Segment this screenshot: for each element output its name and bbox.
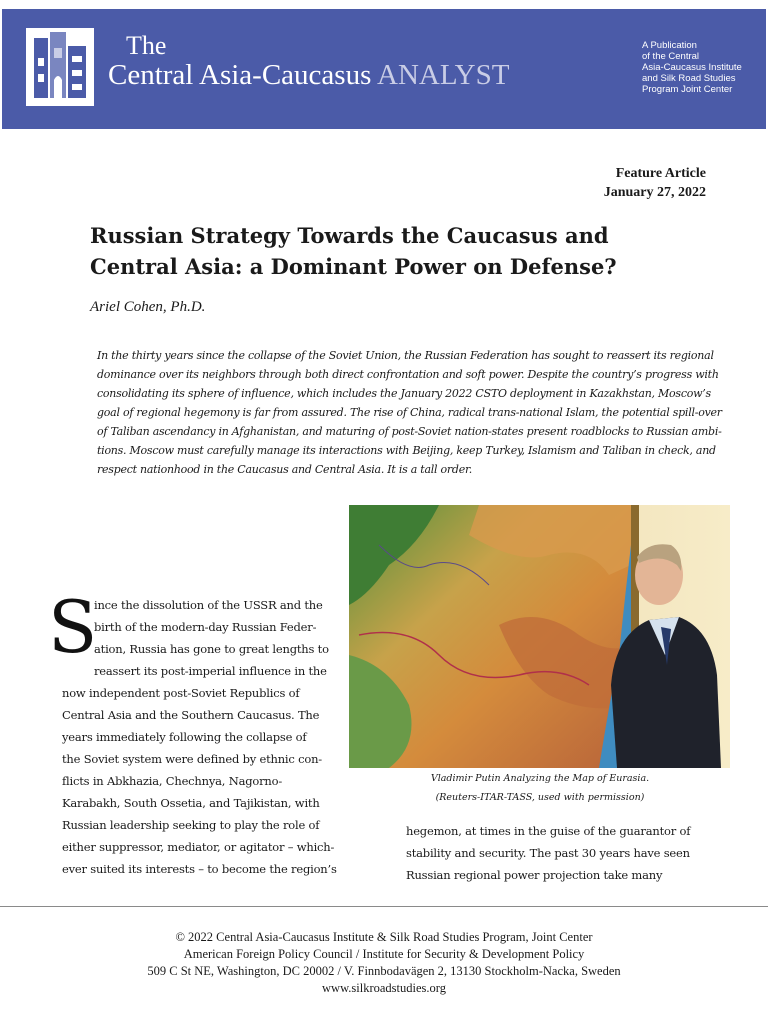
- body-line: either suppressor, mediator, or agitator – which-: [62, 840, 335, 854]
- abstract-line: consolidating its sphere of influence, which includes the January 2022 CSTO deployment in Kazakhstan, Moscow’s: [97, 387, 711, 400]
- article-title-line: Russian Strategy Towards the Caucasus and: [90, 223, 609, 248]
- article-date: January 27, 2022: [603, 185, 706, 200]
- body-line: stability and security. The past 30 years have seen: [406, 846, 690, 860]
- masthead-banner: [2, 9, 766, 129]
- publication-line: A Publication: [642, 40, 697, 51]
- building-logo-icon: [26, 28, 94, 106]
- abstract-line: tions. Moscow must carefully manage its interactions with Beijing, keep Turkey, Islamism and Taliban in check, and: [97, 444, 716, 457]
- footer-organizations: American Foreign Policy Council / Institute for Security & Development Policy: [183, 947, 585, 961]
- body-line: Karabakh, South Ossetia, and Tajikistan, with: [62, 796, 320, 810]
- body-line: the Soviet system were defined by ethnic con-: [62, 752, 322, 766]
- abstract-line: In the thirty years since the collapse of the Soviet Union, the Russian Federation has sought to reassert its regional: [97, 349, 714, 362]
- body-line: now independent post-Soviet Republics of: [62, 686, 300, 700]
- brand-main-text: Central Asia-Caucasus: [108, 59, 378, 91]
- brand-the: The: [126, 31, 167, 60]
- body-line: Central Asia and the Southern Caucasus. The: [62, 708, 320, 722]
- body-line: Russian leadership seeking to play the role of: [62, 818, 320, 832]
- footer-address: 509 C St NE, Washington, DC 20002 / V. Finnbodavägen 2, 13130 Stockholm-Nacka, Sweden: [147, 964, 621, 978]
- article-type: Feature Article: [615, 166, 706, 181]
- article-photo: [349, 505, 730, 768]
- footer-copyright: © 2022 Central Asia-Caucasus Institute & Silk Road Studies Program, Joint Center: [175, 930, 593, 944]
- article-author: Ariel Cohen, Ph.D.: [90, 299, 206, 315]
- body-line: reassert its post-imperial influence in the: [94, 664, 327, 678]
- abstract-line: respect nationhood in the Caucasus and Central Asia. It is a tall order.: [97, 463, 473, 476]
- abstract-line: goal of regional hegemony is far from assured. The rise of China, radical trans-national Islam, the potential spill-over: [97, 406, 722, 419]
- publication-line: Asia-Caucasus Institute: [642, 62, 742, 73]
- body-line: ation, Russia has gone to great lengths to: [94, 642, 329, 656]
- body-line: years immediately following the collapse of: [62, 730, 307, 744]
- abstract-line: of Taliban ascendancy in Afghanistan, and maturing of post-Soviet nation-states present roadblocks to Russian ambi-: [97, 425, 722, 438]
- footer-divider: [0, 906, 768, 907]
- photo-caption-line: Vladimir Putin Analyzing the Map of Eurasia.: [430, 773, 650, 784]
- publication-line: of the Central: [642, 51, 700, 62]
- photo-caption-line: (Reuters-ITAR-TASS, used with permission): [435, 792, 645, 803]
- brand-title: [108, 60, 509, 90]
- drop-cap: S: [48, 585, 98, 669]
- publication-line: Program Joint Center: [642, 84, 733, 95]
- body-line: ince the dissolution of the USSR and the: [94, 598, 323, 612]
- body-line: birth of the modern-day Russian Feder-: [94, 620, 317, 634]
- body-line: hegemon, at times in the guise of the guarantor of: [406, 824, 691, 838]
- body-line: ever suited its interests – to become the region’s: [62, 862, 337, 876]
- map-photo-illustration: [349, 505, 730, 768]
- publication-line: and Silk Road Studies: [642, 73, 736, 84]
- body-line: Russian regional power projection take many: [406, 868, 663, 882]
- footer-website-link[interactable]: www.silkroadstudies.org: [322, 981, 446, 995]
- abstract-line: dominance over its neighbors through both direct confrontation and soft power. Despite the country’s progress with: [97, 368, 719, 381]
- body-line: flicts in Abkhazia, Chechnya, Nagorno-: [62, 774, 283, 788]
- brand-analyst-text: ANALYST: [377, 59, 510, 91]
- article-title-line: Central Asia: a Dominant Power on Defense?: [90, 254, 617, 279]
